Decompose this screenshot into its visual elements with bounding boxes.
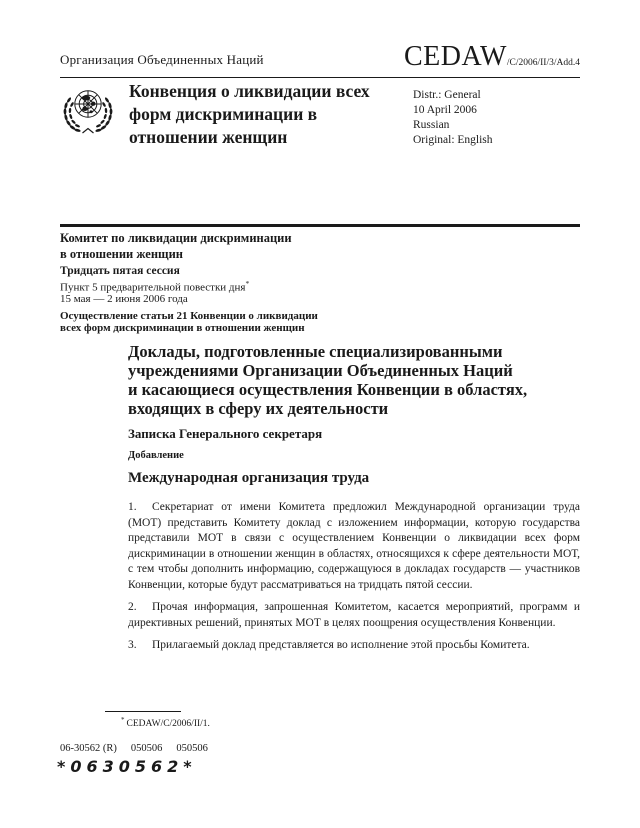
section-heading: Международная организация труда	[128, 470, 370, 486]
document-symbol	[404, 42, 580, 72]
organization-name: Организация Объединенных Наций	[60, 52, 264, 67]
print-date: 050506	[176, 743, 208, 754]
footnote-text: CEDAW/C/2006/II/1.	[126, 719, 210, 730]
paragraph	[128, 638, 580, 654]
paragraph	[128, 600, 580, 631]
report-title-line: входящих в сферу их деятельности	[128, 399, 389, 418]
language-line: Russian	[413, 119, 450, 131]
agenda-item-text: Пункт 5 предварительной повестки дня	[60, 281, 246, 294]
committee-block	[60, 231, 318, 335]
footnote-marker: *	[121, 716, 125, 724]
agenda-topic-line: всех форм дискриминации в отношении женщин	[60, 322, 305, 335]
paragraph-number: 2.	[128, 601, 137, 613]
convention-title	[129, 80, 370, 149]
session-dates: 15 мая — 2 июня 2006 года	[60, 293, 188, 306]
committee-name-line: в отношении женщин	[60, 246, 183, 261]
report-title-line: и касающиеся осуществления Конвенции в областях,	[128, 380, 528, 399]
date-line: 10 April 2006	[413, 104, 477, 116]
convention-title-line: форм дискриминации в	[129, 104, 318, 124]
footnote	[121, 716, 210, 729]
report-title	[128, 342, 580, 418]
print-date: 050506	[130, 743, 163, 754]
addendum-label: Добавление	[128, 450, 184, 461]
original-language-line: Original: English	[413, 134, 493, 146]
report-title-line: Доклады, подготовленные специализированными	[128, 342, 503, 361]
committee-name-line: Комитет по ликвидации дискриминации	[60, 231, 292, 245]
paragraph	[128, 500, 580, 593]
un-emblem-icon	[56, 83, 120, 136]
agenda-topic-line: Осуществление статьи 21 Конвенции о ликвидации	[60, 309, 318, 322]
document-symbol-suffix: /C/2006/II/3/Add.4	[506, 58, 580, 68]
paragraph-text: Прочая информация, запрошенная Комитетом, касается мероприятий, программ и директивных решений, принятых МОТ в целях поощрения осуществления Конвенции.	[128, 601, 580, 629]
document-number-line	[60, 743, 208, 754]
paragraph-text: Прилагаемый доклад представляется во исполнение этой просьбы Комитета.	[152, 639, 530, 651]
header-divider	[60, 77, 580, 78]
document-symbol-main: CEDAW	[403, 41, 507, 72]
body-paragraphs	[128, 500, 580, 654]
footnote-marker: *	[245, 278, 250, 288]
convention-title-line: Конвенция о ликвидации всех	[129, 81, 370, 101]
job-number: 06-30562 (R)	[60, 743, 117, 754]
distr-line: Distr.: General	[413, 89, 481, 101]
note-subtitle: Записка Генерального секретаря	[128, 426, 323, 441]
footnote-divider	[105, 711, 181, 712]
agenda-item-line	[60, 278, 318, 294]
barcode-text: *0630562*	[57, 757, 197, 776]
session-title: Тридцать пятая сессия	[60, 265, 180, 277]
report-title-line: учреждениями Организации Объединенных Наций	[128, 361, 513, 380]
paragraph-number: 1.	[128, 501, 137, 513]
section-divider	[60, 224, 580, 227]
distribution-block	[413, 88, 493, 148]
paragraph-number: 3.	[128, 639, 137, 651]
paragraph-text: Секретариат от имени Комитета предложил Международной организации труда (МОТ) представить Комитету доклад с изложением информации, которую государства представили МОТ в связи с осуществлением Конвенции о ликвидации всех форм дискриминации в отношении женщин в областях, относящихся к сфере деятельности МОТ, с тем чтобы дополнить информацию, содержащуюся в докладах государств — участников Конвенции, которые будут рассматриваться на тридцать пятой сессии.	[128, 501, 580, 591]
main-content	[128, 342, 580, 661]
convention-title-line: отношении женщин	[129, 127, 288, 147]
